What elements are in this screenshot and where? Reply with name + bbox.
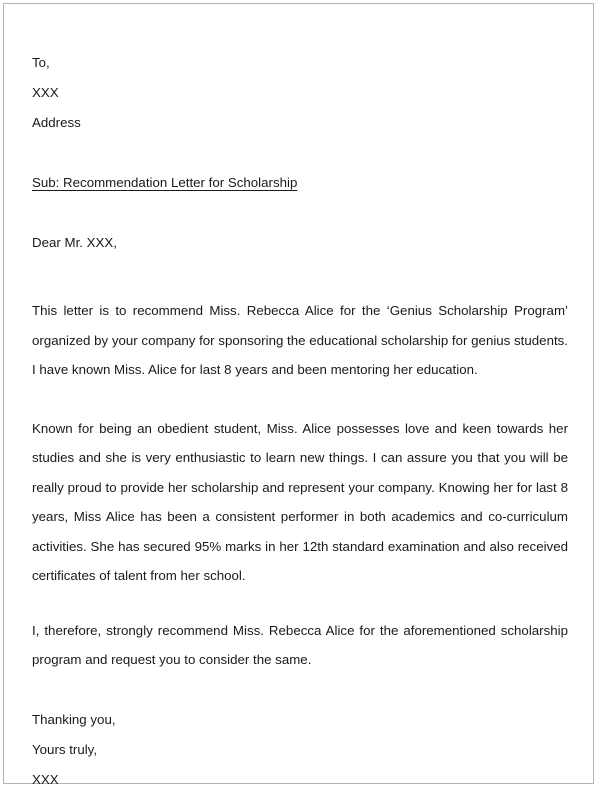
letter-content (32, 48, 568, 790)
signature-name: XXX (32, 771, 59, 787)
salutation: Dear Mr. XXX, (32, 235, 117, 250)
closing-block (32, 705, 568, 790)
closing-line-thanking: Thanking you, (32, 711, 116, 727)
subject-line: Sub: Recommendation Letter for Scholarship (32, 175, 298, 190)
body-paragraph-2: Known for being an obedient student, Miss. Alice possesses love and keen towards her studies and she is very enthusiastic to learn new things. I can assure you that you will be really proud to provide her scholarship and represent your company. Knowing her for last 8 years, Miss Alice has been a consistent performer in both academics and co-curriculum activities. She has secured 95% marks in her 12th standard examination and also received certificates of talent from her school. (32, 420, 568, 583)
recipient-line-address: Address (32, 115, 81, 130)
closing-line-yours-truly: Yours truly, (32, 741, 98, 757)
recipient-line-to: To, (32, 55, 50, 70)
body-paragraph-3: I, therefore, strongly recommend Miss. Rebecca Alice for the aforementioned scholarship program and request you to consider the same. (32, 622, 568, 667)
body-paragraph-1: This letter is to recommend Miss. Rebecca Alice for the ‘Genius Scholarship Program’ organized by your company for sponsoring the educational scholarship for genius students. I have known Miss. Alice for last 8 years and been mentoring her education. (32, 303, 568, 377)
recipient-block (32, 48, 568, 138)
recipient-line-name: XXX (32, 85, 59, 100)
